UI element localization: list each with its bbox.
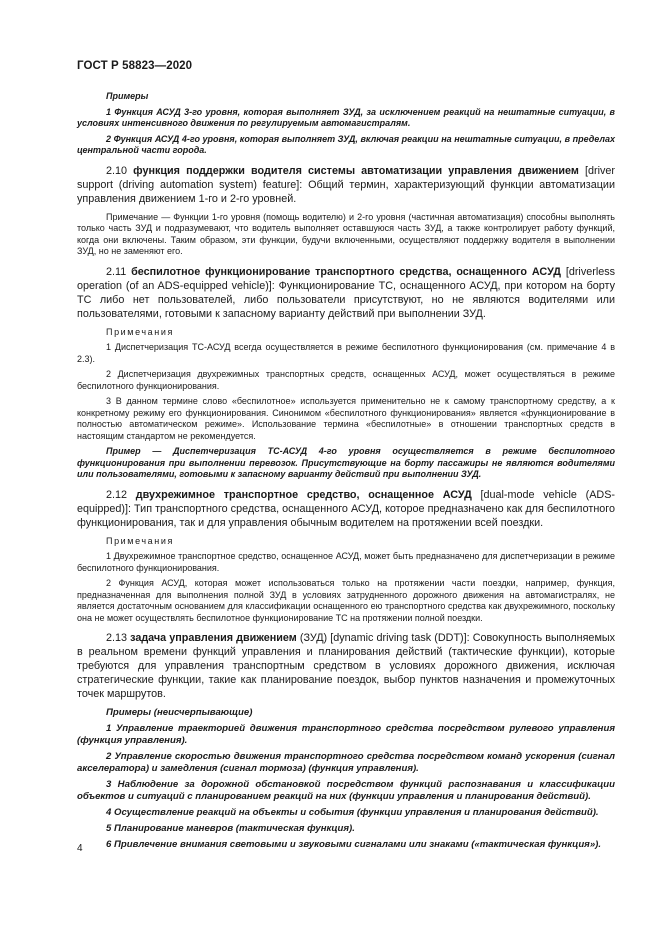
example-item: 3 Наблюдение за дорожной обстановкой посредством функций распознавания и классификации объектов и ситуаций с планированием реакций на них (функции управления и планирования действий). <box>77 779 615 802</box>
term-title: двухрежимное транспортное средство, оснащенное АСУД <box>135 488 472 501</box>
page-number: 4 <box>77 843 83 854</box>
document-content <box>77 91 615 855</box>
term-title: задача управления движением <box>130 632 297 644</box>
term-note: Примечание — Функции 1-го уровня (помощь водителю) и 2-го уровня (частичная автоматизация) способны выполнять только часть ЗУД и подразумевают, что водитель выполняет оставшуюся часть ЗУД, а также контролирует работу функций, когда они включены. Таким образом, эти функции, будучи включенными, осуществляют поддержку водителя в выполнении ЗУД, но не заменяют его. <box>77 211 615 256</box>
example-item: Пример — Диспетчеризация ТС-АСУД 4-го уровня осуществляется в режиме беспилотного функционирования при выполнении перевозок. Присутствующие на борту пассажиры не являются водителями или пользователями, готовыми к запасному варианту действий при выполнении ЗУД. <box>77 446 615 479</box>
term-definition: [driver support (driving automation system) feature]: Общий термин, характеризующий функции автоматизации управления движением 1-го и 2-го уровней. <box>77 164 615 205</box>
notes-title: Примечания <box>106 535 174 546</box>
examples-title: Примеры <box>106 91 149 101</box>
term-title: функция поддержки водителя системы автоматизации управления движением <box>133 164 579 177</box>
notes-title: Примечания <box>106 326 174 337</box>
term-number: 2.11 <box>106 265 127 278</box>
term-definition: [driverless operation (of an ADS-equipped vehicle)]: Функционирование ТС, оснащенного АСУД, при котором на борту ТС либо нет пользователей, либо пользователи присутствуют, но не являются водителями или пользователями, готовыми к запасному варианту действий при выполнении ЗУД. <box>77 265 616 320</box>
term-number: 2.12 <box>106 488 128 501</box>
note-item: 3 В данном термине слово «беспилотное» используется применительно не к самому транспортному средству, а к конкретному режиму его функционирования. Синонимом «беспилотного функционирования» является «функционирование в полностью автоматическом режиме». Использование термина «беспилотные» в отношении транспортных средств в настоящим стандартом не рекомендуется. <box>77 396 615 441</box>
term-definition: [dual-mode vehicle (ADS-equipped)]: Тип транспортного средства, оснащенного АСУД, которое предназначено как для беспилотного функционирования, так и для управления обычным водителем на протяжении всей поездки. <box>77 488 615 529</box>
document-header: ГОСТ Р 58823—2020 <box>77 60 193 72</box>
example-item: 2 Функция АСУД 4-го уровня, которая выполняет ЗУД, включая реакции на нештатные ситуации, в пределах центральной части города. <box>77 133 615 155</box>
term-number: 2.10 <box>106 164 128 177</box>
note-item: 1 Диспетчеризация ТС-АСУД всегда осуществляется в режиме беспилотного функционирования (см. примечание 4 в 2.3). <box>77 342 615 364</box>
example-item: 1 Функция АСУД 3-го уровня, которая выполняет ЗУД, за исключением реакций на нештатные ситуации, в условиях интенсивного движения по регулируемым автомагистралям. <box>77 106 615 128</box>
note-item: 2 Функция АСУД, которая может использоваться только на протяжении части поездки, например, функция, предназначенная для выполнения полной ЗУД в условиях затрудненного дорожного движения на автомагистралях, не является достаточным основанием для классификации оснащенного ею транспортного средства как двухрежимного, поскольку она не может осуществлять беспилотное функционирование ТС на протяжении полной поездки. <box>77 578 615 623</box>
example-item: 2 Управление скоростью движения транспортного средства посредством команд ускорения (сигнал акселератора) и замедления (сигнал тормоза) (функция управления). <box>77 751 615 774</box>
note-item: 1 Двухрежимное транспортное средство, оснащенное АСУД, может быть предназначено для диспетчеризации в режиме беспилотного функционирования. <box>77 551 615 573</box>
term-2-11 <box>77 265 615 321</box>
example-item: 4 Осуществление реакций на объекты и события (функции управления и планирования действий). <box>106 807 599 818</box>
term-2-12 <box>77 488 615 530</box>
examples-title: Примеры (неисчерпывающие) <box>106 707 253 718</box>
example-item: 5 Планирование маневров (тактическая функция). <box>106 823 355 834</box>
example-item: 1 Управление траекторией движения транспортного средства посредством рулевого управления (функция управления). <box>77 723 615 746</box>
term-2-13 <box>77 631 615 701</box>
term-number: 2.13 <box>106 632 128 644</box>
example-item: 6 Привлечение внимания световыми и звуковыми сигналами или знаками («тактическая функция»). <box>106 839 602 850</box>
note-item: 2 Диспетчеризация двухрежимных транспортных средств, оснащенных АСУД, может осуществляться в режиме беспилотного функционирования. <box>77 369 615 391</box>
term-definition: (ЗУД) [dynamic driving task (DDT)]: Совокупность выполняемых в реальном времени функций управления и планирования действий (тактические функции), которые требуются для управления транспортным средством в условиях дорожного движения, исключая стратегические функции, такие как планирование поездок, выбор пунктов назначения и промежуточных точек маршрутов. <box>77 632 616 700</box>
term-2-10 <box>77 164 615 206</box>
term-title: беспилотное функционирование транспортного средства, оснащенного АСУД <box>131 265 561 278</box>
